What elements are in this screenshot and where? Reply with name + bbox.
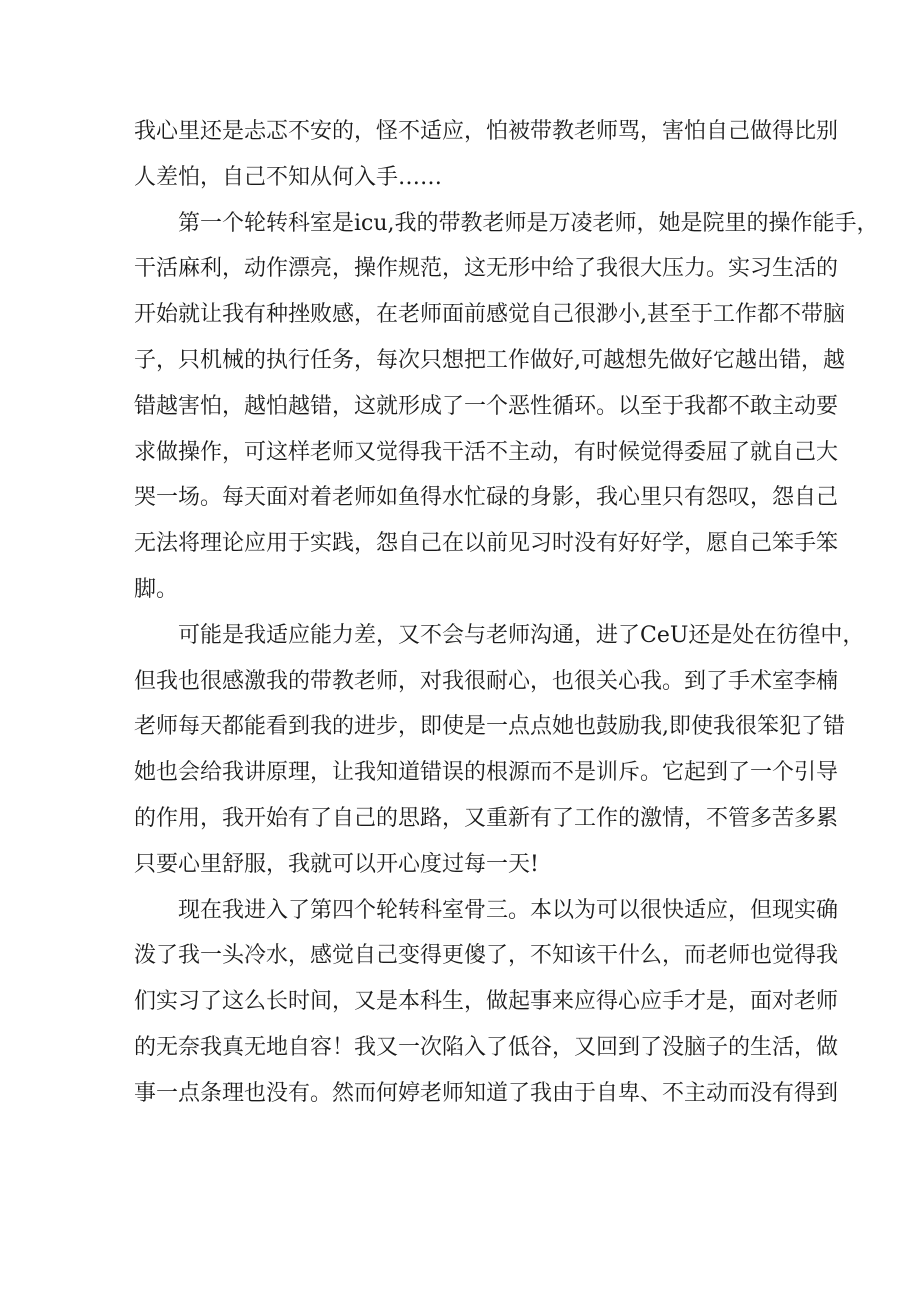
text-line: 无法将理论应用于实践，怨自己在以前见习时没有好好学，愿自己笨手笨: [134, 531, 839, 557]
text-line: 的作用，我开始有了自己的思路，又重新有了工作的激情，不管多苦多累: [134, 805, 839, 831]
text-line: 可能是我适应能力差，又不会与老师沟通，进了CeU还是处在彷徨中，: [178, 622, 865, 648]
text-line: 脚。: [134, 576, 179, 602]
text-line: 错越害怕，越怕越错，这就形成了一个恶性循环。以至于我都不敢主动要: [134, 393, 839, 419]
text-line: 但我也很感激我的带教老师，对我很耐心，也很关心我。到了手术室李楠: [134, 668, 839, 694]
text-line: 泼了我一头冷水，感觉自己变得更傻了，不知该干什么，而老师也觉得我: [134, 943, 839, 969]
text-line: 第一个轮转科室是icu,我的带教老师是万凌老师，她是院里的操作能手，: [178, 210, 879, 236]
paragraph-3: [134, 613, 865, 888]
paragraph-2: [134, 201, 879, 613]
paragraph-1: [134, 109, 839, 201]
text-line: 她也会给我讲原理，让我知道错误的根源而不是训斥。它起到了一个引导: [134, 760, 839, 786]
text-line: 只要心里舒服，我就可以开心度过每一天!: [134, 851, 539, 877]
text-line: 的无奈我真无地自容！我又一次陷入了低谷，又回到了没脑子的生活，做: [134, 1034, 839, 1060]
text-line: 们实习了这么长时间，又是本科生，做起事来应得心应手才是，面对老师: [134, 989, 839, 1015]
text-line: 求做操作，可这样老师又觉得我干活不主动，有时候觉得委屈了就自己大: [134, 439, 839, 465]
text-line: 人差怕，自己不知从何入手……: [134, 164, 443, 190]
text-line: 哭一场。每天面对着老师如鱼得水忙碌的身影，我心里只有怨叹，怨自己: [134, 485, 839, 511]
text-line: 干活麻利，动作漂亮，操作规范，这无形中给了我很大压力。实习生活的: [134, 256, 839, 282]
text-line: 子，只机械的执行任务，每次只想把工作做好,可越想先做好它越出错，越: [134, 347, 845, 373]
text-line: 我心里还是忐忑不安的，怪不适应，怕被带教老师骂，害怕自己做得比别: [134, 119, 839, 144]
text-line: 开始就让我有种挫败感，在老师面前感觉自己很渺小,甚至于工作都不带脑: [134, 302, 845, 328]
text-line: 事一点条理也没有。然而何婷老师知道了我由于自卑、不主动而没有得到: [134, 1080, 839, 1106]
document-body: [134, 109, 879, 1117]
paragraph-4: [134, 888, 839, 1117]
text-line: 老师每天都能看到我的进步，即使是一点点她也鼓励我,即使我很笨犯了错: [134, 714, 845, 740]
text-line: 现在我进入了第四个轮转科室骨三。本以为可以很快适应，但现实确: [178, 897, 839, 923]
